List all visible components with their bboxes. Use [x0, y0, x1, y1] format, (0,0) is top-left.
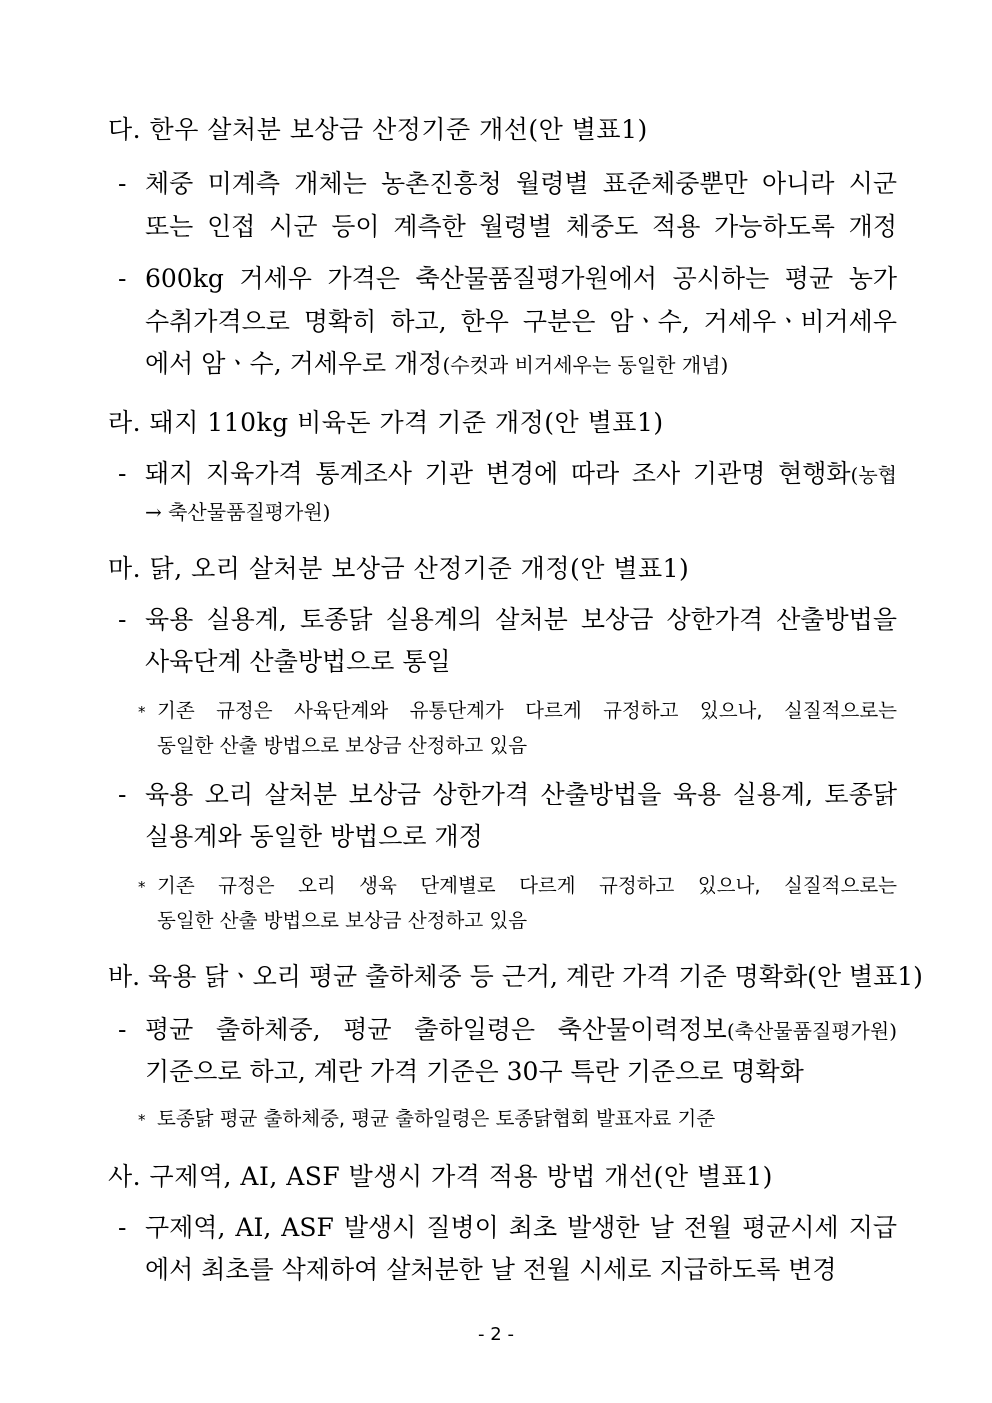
paragraph-line — [145, 1017, 897, 1042]
note-line: 토종닭 평균 출하체중, 평균 출하일령은 토종닭협회 발표자료 기준 — [157, 1107, 716, 1130]
paragraph-line — [145, 351, 897, 376]
note-line: 기존 규정은 사육단계와 유통단계가 다르게 규정하고 있으나, 실질적으로는 — [157, 699, 897, 722]
paragraph-text: 돼지 지육가격 통계조사 기관 변경에 따라 조사 기관명 현행화 — [145, 459, 851, 488]
paragraph-line: 사육단계 산출방법으로 통일 — [145, 647, 451, 676]
paragraph-line: 육용 오리 살처분 보상금 상한가격 산출방법을 육용 실용계, 토종닭 — [145, 780, 897, 809]
paragraph-line — [145, 461, 897, 486]
paragraph-line: 수취가격으로 명확히 하고, 한우 구분은 암ㆍ수, 거세우ㆍ비거세우 — [145, 307, 897, 336]
bullet-dash: - — [118, 169, 127, 198]
section-heading-ba: 바. 육용 닭ㆍ오리 평균 출하체중 등 근거, 계란 가격 기준 명확화(안 별표1) — [108, 962, 923, 991]
bullet-dash: - — [118, 264, 127, 293]
bullet-dash: - — [118, 459, 127, 488]
page-number: - 2 - — [478, 1324, 514, 1345]
paragraph-line: → 축산물품질평가원) — [145, 500, 331, 524]
note-line: 기존 규정은 오리 생육 단계별로 다르게 규정하고 있으나, 실질적으로는 — [157, 874, 897, 897]
note-asterisk: * — [138, 878, 146, 896]
paragraph-line: 기준으로 하고, 계란 가격 기준은 30구 특란 기준으로 명확화 — [145, 1057, 804, 1086]
paragraph-line: 실용계와 동일한 방법으로 개정 — [145, 822, 483, 851]
note-asterisk: * — [138, 703, 146, 721]
paragraph-line: 체중 미계측 개체는 농촌진흥청 월령별 표준체중뿐만 아니라 시군 — [145, 169, 897, 198]
paragraph-text: 에서 암ㆍ수, 거세우로 개정 — [145, 349, 443, 378]
paragraph-line: 또는 인접 시군 등이 계측한 월령별 체중도 적용 가능하도록 개정 — [145, 212, 897, 241]
bullet-dash: - — [118, 780, 127, 809]
paragraph-small-text: (농협 — [850, 463, 897, 487]
paragraph-line: 에서 최초를 삭제하여 살처분한 날 전월 시세로 지급하도록 변경 — [145, 1255, 837, 1284]
paragraph-line: 구제역, AI, ASF 발생시 질병이 최초 발생한 날 전월 평균시세 지급 — [145, 1213, 897, 1242]
section-heading-da: 다. 한우 살처분 보상금 산정기준 개선(안 별표1) — [108, 115, 648, 144]
section-heading-ma: 마. 닭, 오리 살처분 보상금 산정기준 개정(안 별표1) — [108, 554, 690, 583]
paragraph-line: 육용 실용계, 토종닭 실용계의 살처분 보상금 상한가격 산출방법을 — [145, 605, 897, 634]
bullet-dash: - — [118, 1213, 127, 1242]
bullet-dash: - — [118, 605, 127, 634]
paragraph-text: 평균 출하체중, 평균 출하일령은 축산물이력정보 — [145, 1015, 727, 1044]
paragraph-line: 600kg 거세우 가격은 축산물품질평가원에서 공시하는 평균 농가 — [145, 264, 897, 293]
bullet-dash: - — [118, 1015, 127, 1044]
note-asterisk: * — [138, 1111, 146, 1129]
paragraph-small-text: (수컷과 비거세우는 동일한 개념) — [442, 353, 729, 377]
note-line: 동일한 산출 방법으로 보상금 산정하고 있음 — [157, 734, 528, 757]
section-heading-ra: 라. 돼지 110kg 비육돈 가격 기준 개정(안 별표1) — [108, 408, 664, 437]
note-line: 동일한 산출 방법으로 보상금 산정하고 있음 — [157, 909, 528, 932]
paragraph-small-text: (축산물품질평가원) — [726, 1019, 897, 1043]
section-heading-sa: 사. 구제역, AI, ASF 발생시 가격 적용 방법 개선(안 별표1) — [108, 1162, 773, 1191]
